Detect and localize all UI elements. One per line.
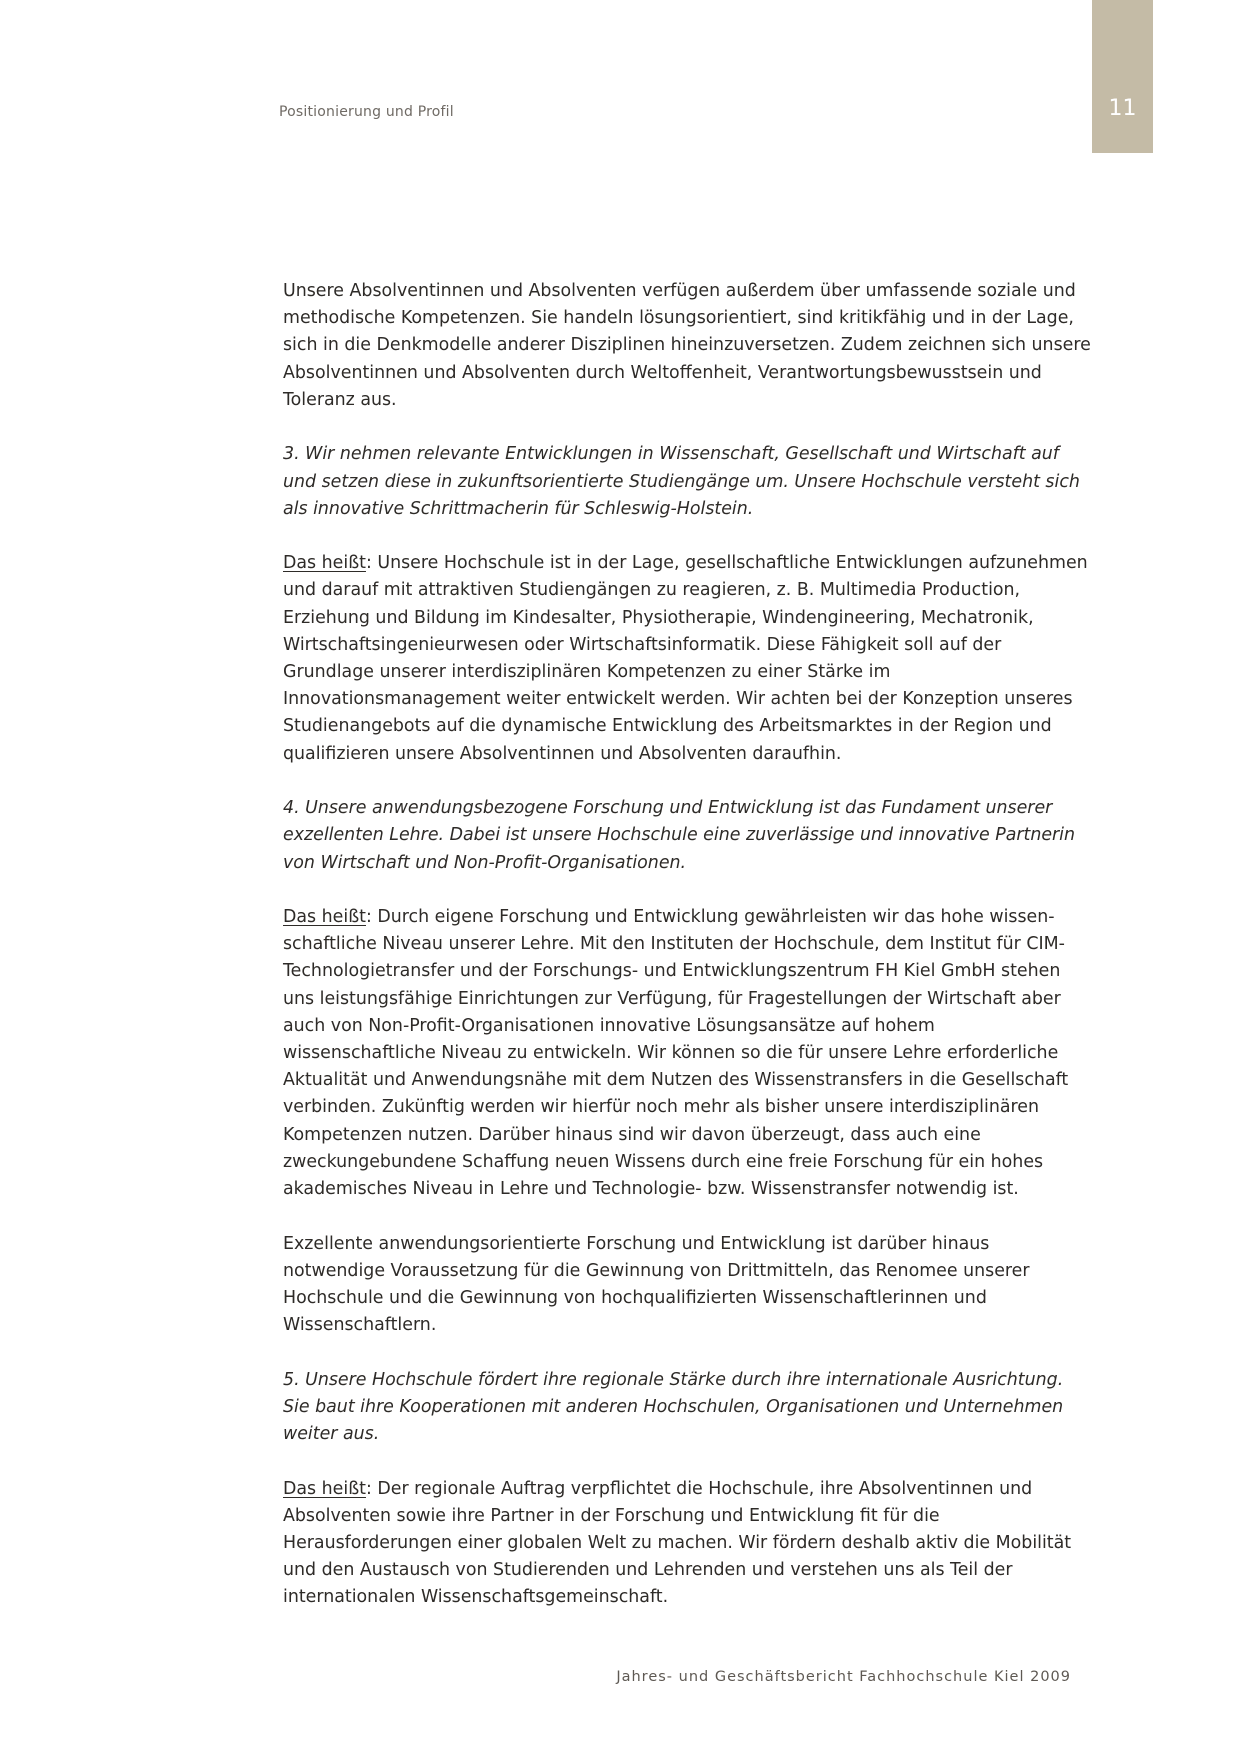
page-footer: Jahres- und Geschäftsbericht Fachhochschule Kiel 2009 [616,1669,1071,1685]
body-text [283,278,1093,1639]
paragraph-research: Exzellente anwendungsorientierte Forschung und Entwicklung ist darüber hinaus notwendige Voraussetzung für die Gewinnung von Drittmitteln, das Renomee unserer Hochschule und die Gewinnung von hochqualifizierten Wissenschaftlerinnen und Wissenschaftlern. [283,1233,1030,1336]
running-header: Positionierung und Profil [279,104,454,120]
explanation-text: : Der regionale Auftrag verpflichtet die Hochschule, ihre Absolventinnen und Absolventen sowie ihre Partner in der Forschung und Entwicklung fit für die Herausforderungen einer globalen Welt zu machen. Wir fördern deshalb aktiv die Mobilität und den Austausch von Studierenden und Lehrenden und verstehen uns als Teil der internationalen Wissenschaftsgemeinschaft. [283,1478,1072,1608]
explanation-4 [283,904,1093,1203]
explanation-text: : Unsere Hochschule ist in der Lage, gesellschaftliche Entwicklungen aufzunehmen und darauf mit attraktiven Studiengängen zu reagieren, z. B. Multimedia Production, Erziehung und Bildung im Kindesalter, Physiotherapie, Windengineering, Mechatronik, Wirtschaftsingenieurwesen oder Wirtschaftsinformatik. Diese Fähigkeit soll auf der Grundlage unserer interdisziplinären Kompetenzen zu einer Stärke im Innovationsmanagement weiter entwickelt werden. Wir achten bei der Konzeption unseres Studienangebots auf die dynamische Entwicklung des Arbeitsmarktes in der Region und qualifizieren unsere Absolventinnen und Absolventen daraufhin. [283,553,1088,764]
principle-4: 4. Unsere anwendungsbezogene Forschung und Entwicklung ist das Fundament unserer exzellenten Lehre. Dabei ist unsere Hochschule eine zuverlässige und innovative Partnerin von Wirtschaft und Non-Profit-Organisationen. [283,798,1076,873]
explanation-3 [283,550,1093,768]
page-number-tab [1092,0,1153,153]
explanation-lead: Das heißt [283,1478,366,1499]
principle-5: 5. Unsere Hochschule fördert ihre regionale Stärke durch ihre internationale Ausrichtung. Sie baut ihre Kooperationen mit anderen Hochschulen, Organisationen und Unternehmen weiter aus. [283,1369,1064,1445]
explanation-5 [283,1476,1093,1612]
explanation-lead: Das heißt [283,553,366,574]
principle-3: 3. Wir nehmen relevante Entwicklungen in Wissenschaft, Gesellschaft und Wirtschaft auf und setzen diese in zukunftsorientierte Studiengänge um. Unsere Hochschule versteht sich als innovative Schrittmacherin für Schleswig-Holstein. [283,444,1080,519]
paragraph-competences: Unsere Absolventinnen und Absolventen verfügen außerdem über umfassende soziale und methodische Kompetenzen. Sie handeln lösungsorientiert, sind kritikfähig und in der Lage, sich in die Denkmodelle anderer Disziplinen hineinzuversetzen. Zudem zeichnen sich unsere Absolventinnen und Absolventen durch Weltoffenheit, Verantwortungsbewusstsein und Toleranz aus. [283,281,1091,410]
explanation-lead: Das heißt [283,907,366,928]
page-number: 11 [1108,96,1137,121]
explanation-text: : Durch eigene Forschung und Entwicklung gewährleisten wir das hohe wissenschaftliche Niveau unserer Lehre. Mit den Instituten der Hochschule, dem Institut für CIM-Technologietransfer und der Forschungs- und Entwicklungszentrum FH Kiel GmbH stehen uns leistungsfähige Einrichtungen zur Verfügung, für Fragestellungen der Wirtschaft aber auch von Non-Profit-Organisationen innovative Lösungsansätze auf hohem wissenschaftliche Niveau zu entwickeln. Wir können so die für unsere Lehre erforderliche Aktualität und Anwendungsnähe mit dem Nutzen des Wissenstransfers in die Gesellschaft verbinden. Zukünftig werden wir hierfür noch mehr als bisher unsere interdisziplinären Kompetenzen nutzen. Darüber hinaus sind wir davon überzeugt, dass auch eine zweckungebundene Schaffung neuen Wissens durch eine freie Forschung für ein hohes akademisches Niveau in Lehre und Technologie- bzw. Wissenstransfer notwendig ist. [283,907,1069,1200]
